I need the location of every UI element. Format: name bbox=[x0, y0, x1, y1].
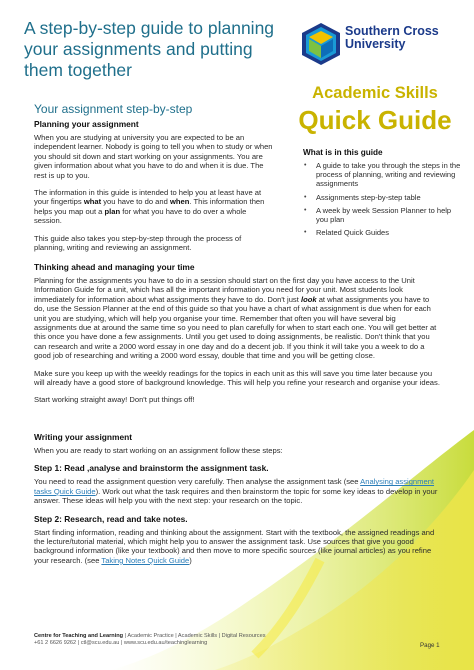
logo-line-1: Southern Cross bbox=[345, 24, 439, 38]
logo-wordmark bbox=[345, 25, 463, 51]
paragraph: Make sure you keep up with the weekly readings for the topics in each unit as this will save you time later because you will already have a good store of background knowledge. This will help you refine your research and organise your ideas. bbox=[34, 368, 440, 388]
subheading: Thinking ahead and managing your time bbox=[34, 262, 195, 272]
writing-section bbox=[34, 432, 440, 573]
title-line-2: your assignments and putting bbox=[24, 39, 253, 59]
list-item: • A week by week Session Planner to help you plan bbox=[303, 206, 463, 224]
paragraph bbox=[34, 477, 440, 505]
logo-line-2: University bbox=[345, 37, 406, 51]
subheading: Planning your assignment bbox=[34, 119, 139, 129]
emphasis: what bbox=[83, 197, 102, 207]
intro-section bbox=[34, 102, 274, 260]
text-run: The information in this guide is intended to help you at least have at your fingertips bbox=[34, 188, 262, 207]
analysing-tasks-guide-link[interactable]: Analysing assignment tasks Quick Guide bbox=[34, 477, 435, 496]
list-item: • A guide to take you through the steps in the process of planning, writing and reviewing assignments bbox=[303, 161, 463, 189]
thinking-ahead-section bbox=[34, 262, 440, 413]
logo-shield-icon bbox=[300, 22, 342, 66]
emphasis: plan bbox=[104, 206, 121, 216]
text-run: at what assignments you have to do, use the Session Planner at the end of this guide so that you have a chart of what assignment is due when for each unit you are studying, which will help you organise your time. Remember that often you will have several big assignments due at around the same time so you need to plan carefully for when to start each one. You will get better at this once you have done a few assignments. Until you get used to doing assignments, be realistic. Don't think that you can research and write a 2000 word essay in one day and do a decent job. If you think it will take you a week to do a good job of researching and writing a 2000 word essay, double that time and you will be getting close. bbox=[34, 294, 437, 361]
footer-line-1 bbox=[34, 633, 444, 640]
step-heading: Step 2: Research, read and take notes. bbox=[34, 513, 188, 524]
step-heading: Step 1: Read ,analyse and brainstorm the assignment task. bbox=[34, 463, 269, 474]
emphasis: when bbox=[169, 197, 190, 207]
paragraph bbox=[34, 188, 274, 226]
quick-guide-title: Quick Guide bbox=[298, 105, 452, 135]
text-run: Planning for the assignments you have to do in a session should start on the first day you have access to the Unit Information Guide for a unit, which has all the important information you need for your unit. Most students look immediately for information about what assignments they have to do. Don't just bbox=[34, 276, 415, 304]
footer-contact: +61 2 6626 9262 | ctl@scu.edu.au | www.scu.edu.au/teachinglearning bbox=[34, 640, 208, 647]
footer-org: Centre for Teaching and Learning bbox=[34, 633, 124, 639]
paragraph: When you are studying at university you are expected to be an independent learner. Nobody is going to tell you when to study or when you should sit down and start working on your assignments. You are given information about what you have to do and when it is due. The rest is up to you. bbox=[34, 133, 273, 180]
title-line-1: A step-by-step guide to planning bbox=[24, 18, 275, 38]
paragraph: This guide also takes you step-by-step through the process of planning, writing and reviewing an assignment. bbox=[34, 233, 242, 253]
footer-links: | Academic Practice | Academic Skills | Digital Resources bbox=[123, 633, 266, 639]
page-number: Page 1 bbox=[420, 642, 440, 649]
list-item: • Assignments step-by-step table bbox=[303, 193, 463, 202]
paragraph: When you are ready to start working on an assignment follow these steps: bbox=[34, 446, 283, 455]
guide-contents-sidebar bbox=[303, 148, 463, 241]
footer bbox=[34, 633, 444, 648]
list-item: • Related Quick Guides bbox=[303, 228, 463, 237]
taking-notes-guide-link[interactable]: Taking Notes Quick Guide bbox=[101, 555, 190, 565]
university-logo bbox=[300, 22, 460, 66]
contents-list bbox=[303, 161, 463, 237]
sidebar-heading: What is in this guide bbox=[303, 148, 383, 157]
paragraph bbox=[34, 276, 440, 361]
text-run: ). Work out what the task requires and then brainstorm the topic for some key ideas to develop in your answer. These ideas will help you with the next step: your research on the topic. bbox=[34, 486, 438, 506]
text-run: Start finding information, reading and thinking about the assignment. Start with the textbook, the assigned readings and the lecture/tutorial material, which might help you to answer the assignment task. Use sources that give you good background information (like your textbook) and then move to more specific sources (like journal articles) as you refine your research. (see bbox=[34, 527, 435, 565]
text-run: You need to read the assignment question very carefully. Then analyse the assignment task (see bbox=[34, 477, 361, 487]
paragraph bbox=[34, 528, 440, 566]
title-line-3: them together bbox=[24, 60, 132, 80]
text-run: for what you have to do over a whole session. bbox=[34, 206, 247, 226]
quick-guide-category: Academic Skills bbox=[312, 84, 438, 102]
emphasis: look bbox=[300, 294, 317, 304]
page-title bbox=[24, 18, 284, 81]
text-run: . This information then helps you map out a bbox=[34, 197, 265, 216]
text-run: ) bbox=[189, 555, 192, 565]
paragraph: Start working straight away! Don't put things off! bbox=[34, 395, 195, 405]
section-heading: Your assignment step-by-step bbox=[34, 102, 193, 116]
subheading: Writing your assignment bbox=[34, 432, 133, 442]
text-run: you have to do and bbox=[101, 197, 170, 207]
